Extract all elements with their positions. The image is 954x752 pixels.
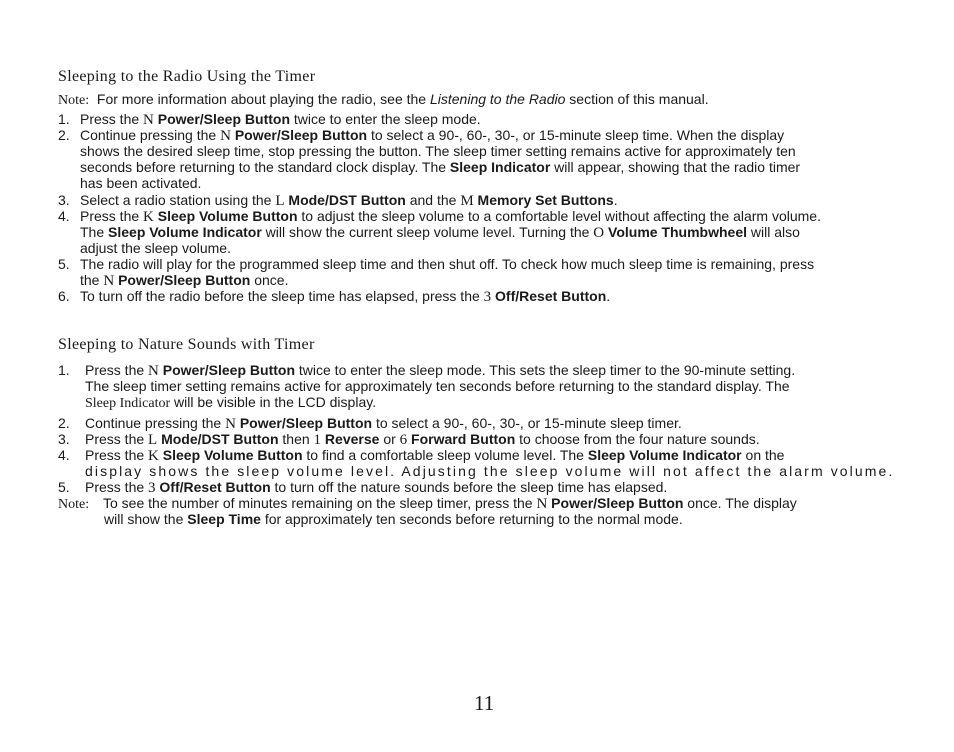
text: The radio will play for the programmed sleep time and then shut off. To check how much sleep time is remaining, press [80, 256, 815, 272]
text: for approximately ten seconds before returning to the normal mode. [260, 511, 683, 527]
step-line [80, 256, 814, 272]
text: once. [250, 272, 289, 288]
text: Press the [85, 431, 149, 447]
text: Press the [80, 111, 144, 127]
section-title-radio-timer: Sleeping to the Radio Using the Timer [58, 68, 316, 85]
step-number: 2. [58, 415, 70, 431]
button-name: Power/Sleep Button [230, 127, 368, 143]
step-line [80, 192, 618, 209]
step-line [85, 431, 760, 448]
step-number: 3. [58, 192, 70, 208]
button-name: Mode/DST Button [284, 192, 406, 208]
text: Press the [80, 208, 144, 224]
text: twice to enter the sleep mode. This sets the sleep timer to the 90-minute setting. [295, 362, 796, 378]
text: . [606, 288, 611, 304]
text: Continue pressing the [80, 127, 221, 143]
step-number: 3. [58, 431, 70, 447]
text: will show the current sleep volume level. Turning the [261, 224, 594, 240]
button-name: Power/Sleep Button [114, 272, 251, 288]
button-symbol-icon: M [460, 193, 474, 209]
step-line [85, 447, 784, 464]
text: and the [405, 192, 461, 208]
step-line [80, 143, 796, 159]
indicator-name: Sleep Indicator [85, 396, 171, 411]
text: shows the desired sleep time, stop pressing the button. The sleep timer setting remains active for approximately ten [80, 143, 796, 159]
text: to find a comfortable sleep volume level. The [302, 447, 588, 463]
step-line [80, 111, 481, 128]
step-line [80, 127, 784, 144]
text: the [80, 272, 104, 288]
text: will appear, showing that the radio timer [550, 159, 801, 175]
step-number: 1. [58, 111, 70, 127]
text: To turn off the radio before the sleep time has elapsed, press the [80, 288, 484, 304]
step-line [80, 272, 288, 289]
note-line [104, 511, 683, 527]
step-line [80, 224, 800, 241]
button-symbol-icon: O [593, 225, 605, 241]
button-name: Sleep Indicator [449, 159, 551, 175]
text: The [80, 224, 109, 240]
text: has been activated. [80, 175, 202, 191]
step-number: 4. [58, 208, 70, 224]
button-name: Power/Sleep Button [547, 495, 684, 511]
text: To see the number of minutes remaining on the sleep timer, press the [103, 495, 537, 511]
button-name: Forward Button [407, 431, 516, 447]
text: Press the [85, 362, 149, 378]
step-number: 4. [58, 447, 70, 463]
button-name: Power/Sleep Button [158, 362, 295, 378]
button-name: Volume Thumbwheel [604, 224, 748, 240]
button-symbol-icon: L [148, 432, 158, 448]
text: . [613, 192, 618, 208]
step-line [80, 240, 231, 256]
step-line [80, 159, 800, 175]
step-line [85, 479, 667, 496]
step-number: 5. [58, 256, 70, 272]
text: to select a 90-, 60-, 30-, or 15-minute sleep time. When the display [367, 127, 785, 143]
text: Press the [85, 479, 149, 495]
step-line [85, 378, 790, 394]
note-radio: Note: For more information about playing the radio, see the Listening to the Radio section of this manual. [58, 91, 709, 108]
step-line [85, 394, 376, 412]
button-name: Power/Sleep Button [153, 111, 290, 127]
page-number: 11 [474, 691, 495, 715]
step-line [85, 415, 682, 432]
button-symbol-icon: K [148, 448, 159, 464]
text: Select a radio station using the [80, 192, 276, 208]
step-number: 6. [58, 288, 70, 304]
button-symbol-icon: 1 [313, 432, 322, 448]
text: Press the [85, 447, 149, 463]
button-symbol-icon: N [225, 416, 236, 432]
text: on the [741, 447, 785, 463]
step-line [85, 463, 894, 479]
text: or [379, 431, 400, 447]
button-name: Sleep Volume Button [158, 447, 303, 463]
button-symbol-icon: N [103, 273, 115, 289]
button-symbol-icon: 6 [399, 432, 408, 448]
text: The sleep timer setting remains active for approximately ten seconds before returning to the standard display. The [85, 378, 790, 394]
text: to select a 90-, 60-, 30-, or 15-minute sleep timer. [372, 415, 682, 431]
button-name: Off/Reset Button [491, 288, 607, 304]
button-name: Sleep Volume Button [153, 208, 298, 224]
text: seconds before returning to the standard clock display. The [80, 159, 450, 175]
note-reference: Listening to the Radio [429, 91, 566, 107]
step-line [85, 362, 795, 379]
text: then [278, 431, 314, 447]
button-symbol-icon: N [148, 363, 159, 379]
section-title-nature-timer: Sleeping to Nature Sounds with Timer [58, 336, 315, 353]
step-line [80, 175, 201, 191]
step-number: 5. [58, 479, 70, 495]
button-symbol-icon: N [536, 496, 548, 512]
button-name: Power/Sleep Button [235, 415, 373, 431]
button-name: Memory Set Buttons [473, 192, 614, 208]
button-symbol-icon: 3 [483, 289, 492, 305]
text: will also [747, 224, 800, 240]
button-name: Sleep Volume Indicator [587, 447, 742, 463]
step-line [80, 288, 610, 305]
button-name: Sleep Time [187, 511, 261, 527]
button-symbol-icon: L [275, 193, 285, 209]
note-label: Note: [58, 93, 90, 108]
button-symbol-icon: 3 [148, 480, 156, 496]
text: to choose from the four nature sounds. [515, 431, 760, 447]
text: will show the [104, 511, 188, 527]
button-name: Sleep Volume Indicator [108, 224, 262, 240]
button-name: Mode/DST Button [157, 431, 279, 447]
step-line [80, 208, 821, 225]
step-number: 2. [58, 127, 70, 143]
button-name: Off/Reset Button [155, 479, 271, 495]
button-symbol-icon: N [143, 112, 154, 128]
button-name: Reverse [321, 431, 380, 447]
text: will be visible in the LCD display. [170, 394, 377, 410]
text: to adjust the sleep volume to a comfortable level without affecting the alarm volume. [297, 208, 821, 224]
button-symbol-icon: K [143, 209, 154, 225]
button-symbol-icon: N [220, 128, 231, 144]
text: Continue pressing the [85, 415, 226, 431]
text: adjust the sleep volume. [80, 240, 231, 256]
text: display shows the sleep volume level. Adjusting the sleep volume will not affect the alarm volume. [85, 463, 895, 479]
step-number: 1. [58, 362, 70, 378]
text: twice to enter the sleep mode. [290, 111, 481, 127]
note-line [103, 495, 797, 512]
note-label-nature: Note: [58, 497, 90, 512]
text: once. The display [683, 495, 797, 511]
text: to turn off the nature sounds before the sleep time has elapsed. [270, 479, 668, 495]
